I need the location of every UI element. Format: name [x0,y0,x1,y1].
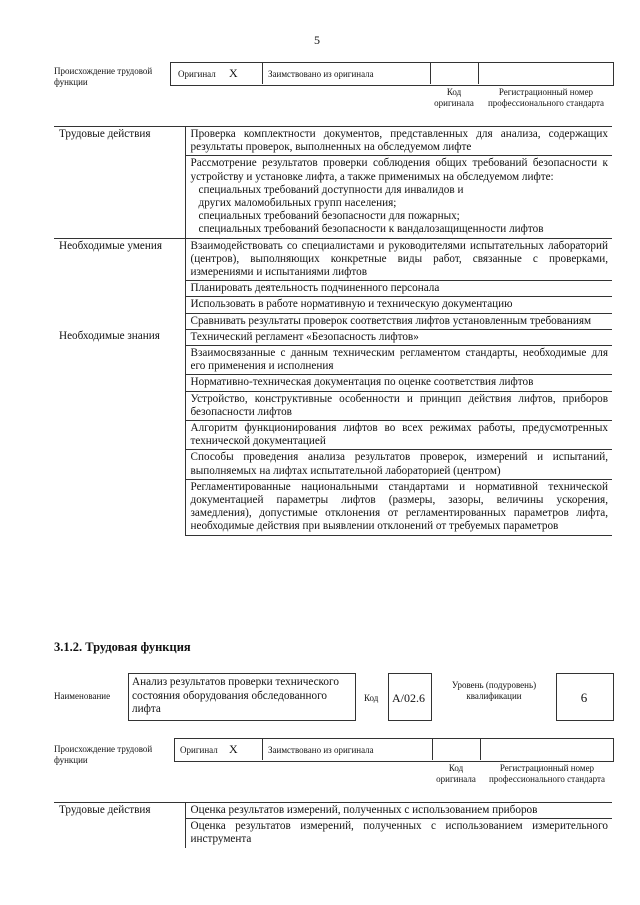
table-cell: Использовать в работе нормативную и техническую документацию [185,297,612,313]
origin-divider [432,738,433,760]
code-caption: Код оригинала [436,763,476,784]
origin-divider [262,738,263,760]
actions-table [54,802,612,848]
cell-text: специальных требований доступности для инвалидов и [198,183,464,196]
original-label: Оригинал [180,745,218,755]
name-label: Наименование [54,691,111,701]
code-label: Код [364,693,379,703]
row-label: Необходимые умения [54,238,185,329]
table-cell: Алгоритм функционирования лифтов во всех режимах работы, предусмотренных технической документацией [185,421,612,450]
table-cell: Нормативно-техническая документация по оценке соответствия лифтов [185,375,612,391]
borrowed-label: Заимствовано из оригинала [268,69,374,79]
reg-caption: Регистрационный номер профессионального стандарта [487,87,605,108]
table-cell: Оценка результатов измерений, полученных с использованием приборов [185,803,612,819]
borrowed-label: Заимствовано из оригинала [268,745,374,755]
function-name: Анализ результатов проверки технического состояния оборудования обследованного лифта [132,676,339,715]
page-number: 5 [314,33,320,47]
table-cell: Технический регламент «Безопасность лифтов» [185,329,612,345]
table-cell: Способы проведения анализа результатов проверок, измерений и испытаний, выполняемых на лифтах испытательной лабораторией (центром) [185,450,612,479]
cell-text: специальных требований безопасности к вандалозащищенности лифтов [198,223,544,236]
table-cell: Проверка комплектности документов, представленных для анализа, содержащих результаты проверок, выполненных на обследуемом лифте [185,127,612,156]
row-label: Трудовые действия [54,803,185,848]
cell-text: других маломобильных групп населения; [198,197,397,210]
table-cell: Устройство, конструктивные особенности и принцип действия лифтов, приборов безопасности лифтов [185,391,612,420]
table-cell [185,156,612,238]
row-label: Необходимые знания [54,329,185,535]
competency-table [54,126,612,536]
table-cell: Взаимодействовать со специалистами и руководителями испытательных лабораторий (центров), выполняющих конкретные виды работ, связанные с проверками, измерениями и испытаниями лифтов [185,238,612,281]
cell-text: Рассмотрение результатов проверки соблюдения общих требований безопасности к устройству и установке лифта, а также применимых на обследуемом лифте: [190,157,608,183]
original-mark: X [229,66,238,80]
code-caption: Код оригинала [434,87,474,108]
level-value: 6 [580,690,588,705]
origin-divider [480,738,481,760]
table-cell: Сравнивать результаты проверок соответствия лифтов установленным требованиям [185,313,612,329]
row-label: Трудовые действия [54,127,185,239]
origin-box [174,738,614,762]
table-cell: Планировать деятельность подчиненного персонала [185,281,612,297]
code-value: A/02.6 [392,691,425,705]
table-cell: Регламентированные национальными стандартами и нормативной технической документацией параметры лифтов (размеры, зазоры, величины ускорения, замедления), допустимые отклонения от регламентированных параметров лифта, необходимые действия при выявлении отклонений от требуемых параметров [185,479,612,535]
section-heading: 3.1.2. Трудовая функция [54,640,191,654]
origin-label: Происхождение трудовой функции [54,744,153,765]
reg-caption: Регистрационный номер профессионального стандарта [488,763,606,784]
origin-divider [478,62,479,84]
origin-label: Происхождение трудовой функции [54,66,153,87]
origin-divider [262,62,263,84]
cell-text: специальных требований безопасности для пожарных; [198,210,460,223]
table-cell: Оценка результатов измерений, полученных с использованием измерительного инструмента [185,819,612,848]
table-cell: Взаимосвязанные с данным техническим регламентом стандарты, необходимые для его применения и исполнения [185,346,612,375]
origin-divider [430,62,431,84]
original-mark: X [229,742,238,756]
level-label: Уровень (подуровень) квалификации [451,680,537,701]
original-label: Оригинал [178,69,216,79]
